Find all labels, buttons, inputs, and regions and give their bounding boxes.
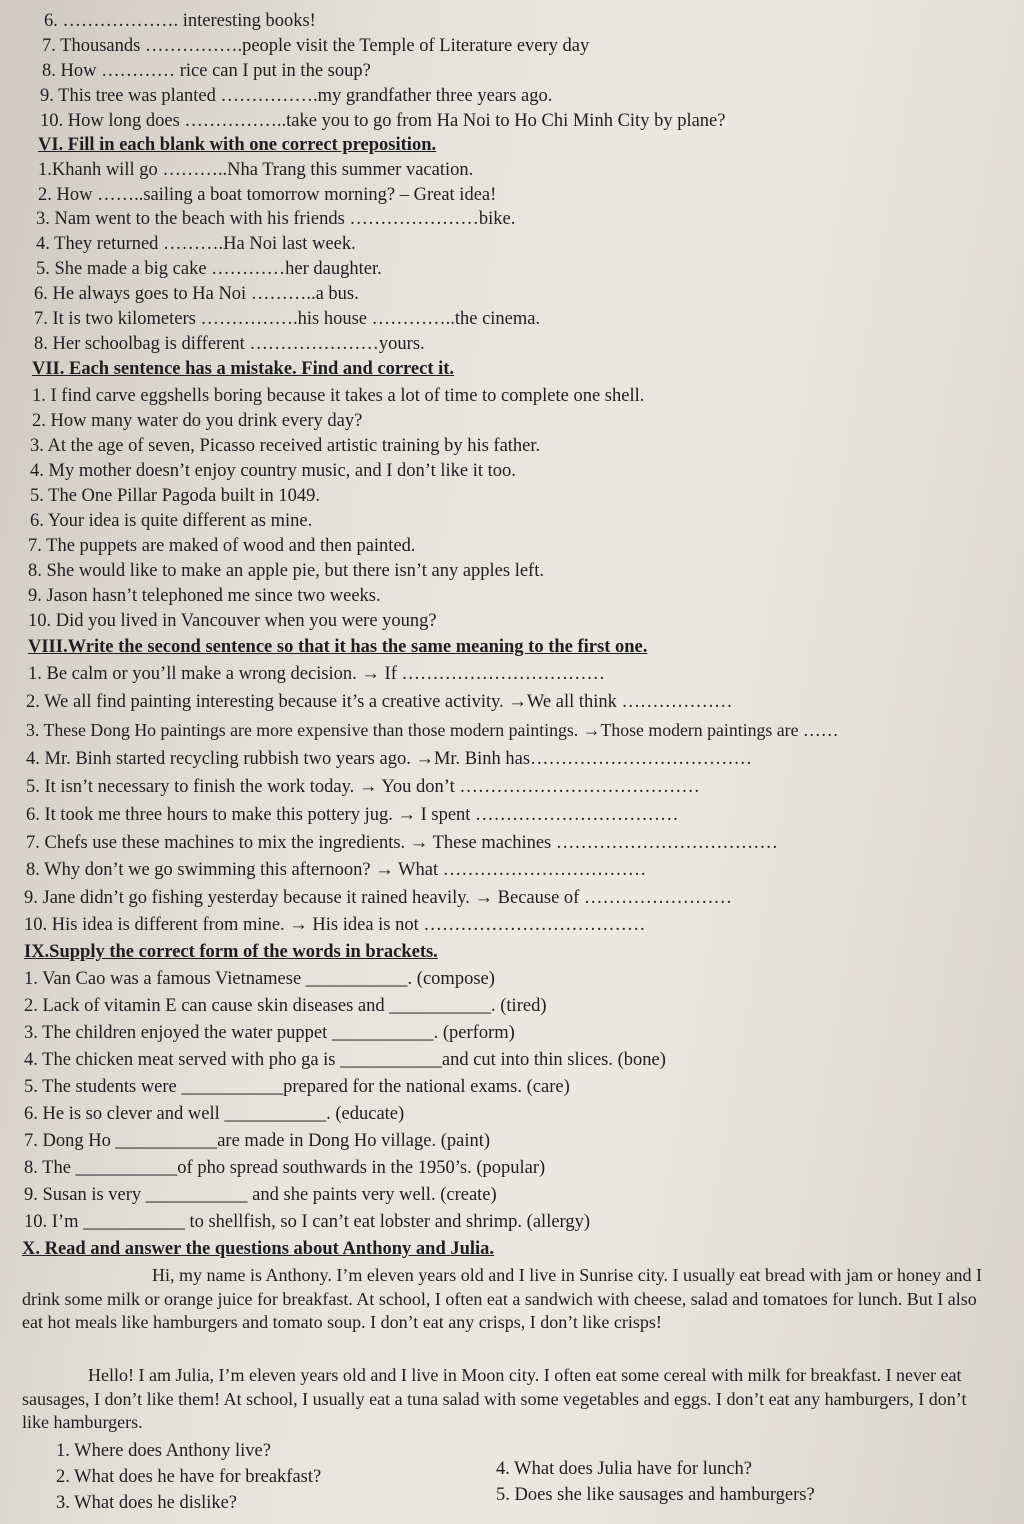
question-item: 5. Does she like sausages and hamburgers? bbox=[496, 1485, 815, 1505]
exercise-line: 7. It is two kilometers …………….his house …………..the cinema. bbox=[34, 309, 541, 329]
exercise-line: 9. Susan is very ___________ and she paints very well. (create) bbox=[24, 1185, 497, 1205]
exercise-line: 5. The students were ___________prepared for the national exams. (care) bbox=[24, 1077, 570, 1097]
question-item: 3. What does he dislike? bbox=[56, 1493, 238, 1513]
exercise-line: 4. They returned ……….Ha Noi last week. bbox=[36, 234, 356, 254]
exercise-line: 3. The children enjoyed the water puppet ___________. (perform) bbox=[24, 1023, 515, 1043]
exercise-line: 7. Chefs use these machines to mix the ingredients. → These machines ……………………………… bbox=[26, 833, 778, 853]
exercise-line: 9. Jane didn’t go fishing yesterday because it rained heavily. → Because of …………………… bbox=[24, 888, 732, 908]
exercise-line: 7. The puppets are maked of wood and then painted. bbox=[28, 536, 416, 556]
exercise-line: 2. How ……..sailing a boat tomorrow morning? – Great idea! bbox=[38, 185, 497, 205]
exercise-line: 2. We all find painting interesting because it’s a creative activity. →We all think ……………… bbox=[26, 692, 733, 712]
question-item: 1. Where does Anthony live? bbox=[56, 1441, 271, 1461]
exercise-line: 5. It isn’t necessary to finish the work today. → You don’t ………………………………… bbox=[26, 777, 700, 797]
question-item: 2. What does he have for breakfast? bbox=[56, 1467, 322, 1487]
exercise-line: 6. He always goes to Ha Noi ………..a bus. bbox=[34, 284, 359, 304]
section-heading-vii: VII. Each sentence has a mistake. Find and correct it. bbox=[32, 359, 455, 379]
exercise-line: 10. I’m ___________ to shellfish, so I can’t eat lobster and shrimp. (allergy) bbox=[24, 1212, 591, 1232]
exercise-line: 3. Nam went to the beach with his friends …………………bike. bbox=[36, 209, 516, 229]
exercise-line: 6. It took me three hours to make this pottery jug. → I spent …………………………… bbox=[26, 805, 679, 825]
passage-anthony bbox=[22, 1264, 982, 1335]
exercise-line: 9. This tree was planted …………….my grandfather three years ago. bbox=[40, 86, 553, 106]
exercise-line: 6. Your idea is quite different as mine. bbox=[30, 511, 313, 531]
exercise-line: 8. She would like to make an apple pie, but there isn’t any apples left. bbox=[28, 561, 544, 581]
exercise-line: 8. Her schoolbag is different …………………yours. bbox=[34, 334, 425, 354]
exercise-line: 8. How ………… rice can I put in the soup? bbox=[42, 61, 371, 81]
section-heading-x: X. Read and answer the questions about Anthony and Julia. bbox=[22, 1239, 495, 1259]
exercise-line: 4. The chicken meat served with pho ga is ___________and cut into thin slices. (bone) bbox=[24, 1050, 666, 1070]
exercise-line: 3. At the age of seven, Picasso received artistic training by his father. bbox=[30, 436, 541, 456]
exercise-line: 1. I find carve eggshells boring because it takes a lot of time to complete one shell. bbox=[32, 386, 645, 406]
exercise-line: 6. ………………. interesting books! bbox=[44, 11, 316, 31]
exercise-line: 5. She made a big cake …………her daughter. bbox=[36, 259, 382, 279]
question-item: 4. What does Julia have for lunch? bbox=[496, 1459, 753, 1479]
exercise-line: 1. Be calm or you’ll make a wrong decision. → If …………………………… bbox=[28, 664, 605, 684]
exercise-line: 1.Khanh will go ………..Nha Trang this summer vacation. bbox=[38, 160, 474, 180]
exercise-line: 10. His idea is different from mine. → His idea is not ……………………………… bbox=[24, 915, 646, 935]
exercise-line: 10. How long does ……………..take you to go from Ha Noi to Ho Chi Minh City by plane? bbox=[40, 111, 726, 131]
exercise-line: 3. These Dong Ho paintings are more expensive than those modern paintings. →Those modern paintings are …… bbox=[26, 720, 839, 740]
exercise-line: 2. Lack of vitamin E can cause skin diseases and ___________. (tired) bbox=[24, 996, 547, 1016]
exercise-line: 4. My mother doesn’t enjoy country music, and I don’t like it too. bbox=[30, 461, 516, 481]
passage-anthony-text: Hi, my name is Anthony. I’m eleven years old and I live in Sunrise city. I usually eat bread with jam or honey and I drink some milk or orange juice for breakfast. At school, I often eat a sandwich with cheese, salad and tomatoes for lunch. But I also eat hot meals like hamburgers and tomato soup. I don’t eat any crisps, I don’t like crisps! bbox=[22, 1265, 982, 1332]
section-heading-viii: VIII.Write the second sentence so that it has the same meaning to the first one. bbox=[28, 637, 648, 657]
exercise-line: 7. Dong Ho ___________are made in Dong Ho village. (paint) bbox=[24, 1131, 491, 1151]
passage-julia bbox=[22, 1364, 982, 1435]
section-heading-vi: VI. Fill in each blank with one correct preposition. bbox=[38, 135, 437, 155]
exercise-line: 8. The ___________of pho spread southwards in the 1950’s. (popular) bbox=[24, 1158, 546, 1178]
exercise-line: 2. How many water do you drink every day? bbox=[32, 411, 363, 431]
exercise-line: 5. The One Pillar Pagoda built in 1049. bbox=[30, 486, 320, 506]
exercise-line: 9. Jason hasn’t telephoned me since two weeks. bbox=[28, 586, 381, 606]
exercise-line: 1. Van Cao was a famous Vietnamese ___________. (compose) bbox=[24, 969, 495, 989]
exercise-line: 7. Thousands …………….people visit the Temple of Literature every day bbox=[42, 36, 590, 56]
exercise-line: 4. Mr. Binh started recycling rubbish two years ago. →Mr. Binh has……………………………… bbox=[26, 749, 753, 769]
exercise-line: 10. Did you lived in Vancouver when you were young? bbox=[28, 611, 437, 631]
section-heading-ix: IX.Supply the correct form of the words in brackets. bbox=[24, 942, 438, 962]
exercise-line: 6. He is so clever and well ___________. (educate) bbox=[24, 1104, 405, 1124]
passage-julia-text: Hello! I am Julia, I’m eleven years old and I live in Moon city. I often eat some cereal with milk for breakfast. I never eat sausages, I don’t like them! At school, I usually eat a tuna salad with some vegetables and eggs. I don’t eat any hamburgers, I don’t like hamburgers. bbox=[22, 1365, 967, 1432]
exercise-line: 8. Why don’t we go swimming this afternoon? → What …………………………… bbox=[26, 860, 647, 880]
